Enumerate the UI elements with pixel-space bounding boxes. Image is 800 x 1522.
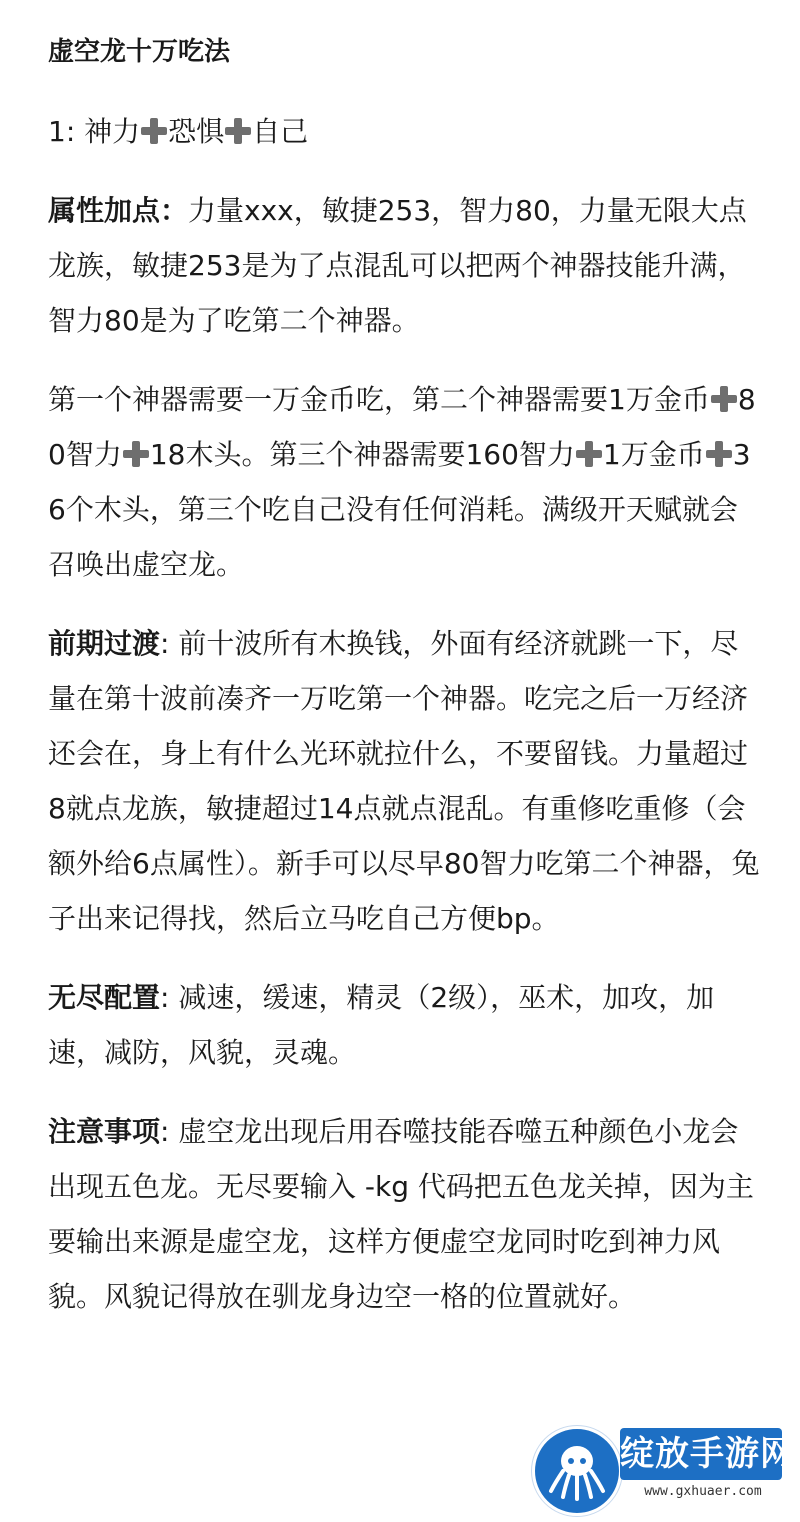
notes-heading: 注意事项 [48, 1115, 161, 1148]
early-game-paragraph [48, 616, 760, 946]
artifacts-text-4: 1万金币 [602, 438, 705, 471]
artifacts-text-3: 18木头。第三个神器需要160智力 [149, 438, 575, 471]
endless-config-heading: 无尽配置 [48, 981, 161, 1014]
combo-part3: 自己 [252, 115, 309, 148]
octopus-logo-icon [532, 1426, 622, 1516]
artifacts-text-5: 36个木头，第三个吃自己没有任何消耗。满级开天赋就会召唤出虚空龙。 [48, 438, 751, 581]
plus-icon [123, 441, 149, 467]
combo-part2: 恐惧 [168, 115, 225, 148]
combo-prefix: 1: 神力 [48, 115, 141, 148]
artifacts-paragraph [48, 372, 760, 592]
plus-icon [576, 441, 602, 467]
site-watermark [532, 1422, 795, 1514]
plus-icon [711, 386, 737, 412]
plus-icon [225, 118, 251, 144]
early-game-heading: 前期过渡 [48, 627, 161, 660]
attributes-text: 力量xxx，敏捷253，智力80，力量无限大点龙族，敏捷253是为了点混乱可以把两个神器技能升满，智力80是为了吃第二个神器。 [48, 194, 747, 337]
plus-icon [141, 118, 167, 144]
early-game-text: : 前十波所有木换钱，外面有经济就跳一下，尽量在第十波前凑齐一万吃第一个神器。吃完之后一万经济还会在，身上有什么光环就拉什么，不要留钱。力量超过8就点龙族，敏捷超过14点就点混乱。有重修吃重修（会额外给6点属性）。新手可以尽早80智力吃第二个神器，兔子出来记得找，然后立马吃自己方便bp。 [48, 627, 760, 935]
watermark-site-url: www.gxhuaer.com [644, 1484, 762, 1499]
attributes-paragraph [48, 183, 760, 348]
notes-paragraph [48, 1104, 760, 1324]
notes-text: : 虚空龙出现后用吞噬技能吞噬五种颜色小龙会出现五色龙。无尽要输入 -kg 代码把五色龙关掉，因为主要输出来源是虚空龙，这样方便虚空龙同时吃到神力风貌。风貌记得放在驯龙身边空一格的位置就好。 [48, 1115, 754, 1313]
plus-icon [706, 441, 732, 467]
combo-line [48, 104, 760, 159]
article [48, 30, 760, 1348]
endless-config-text: : 减速，缓速，精灵（2级），巫术，加攻，加速，减防，风貌，灵魂。 [48, 981, 715, 1069]
artifacts-text-2: 80智力 [48, 383, 756, 471]
endless-config-paragraph [48, 970, 760, 1080]
watermark-site-name: 绽放手游网 [620, 1428, 782, 1480]
attributes-heading: 属性加点： [48, 194, 189, 227]
artifacts-text-1: 第一个神器需要一万金币吃，第二个神器需要1万金币 [48, 383, 710, 416]
page-title: 虚空龙十万吃法 [48, 37, 231, 67]
